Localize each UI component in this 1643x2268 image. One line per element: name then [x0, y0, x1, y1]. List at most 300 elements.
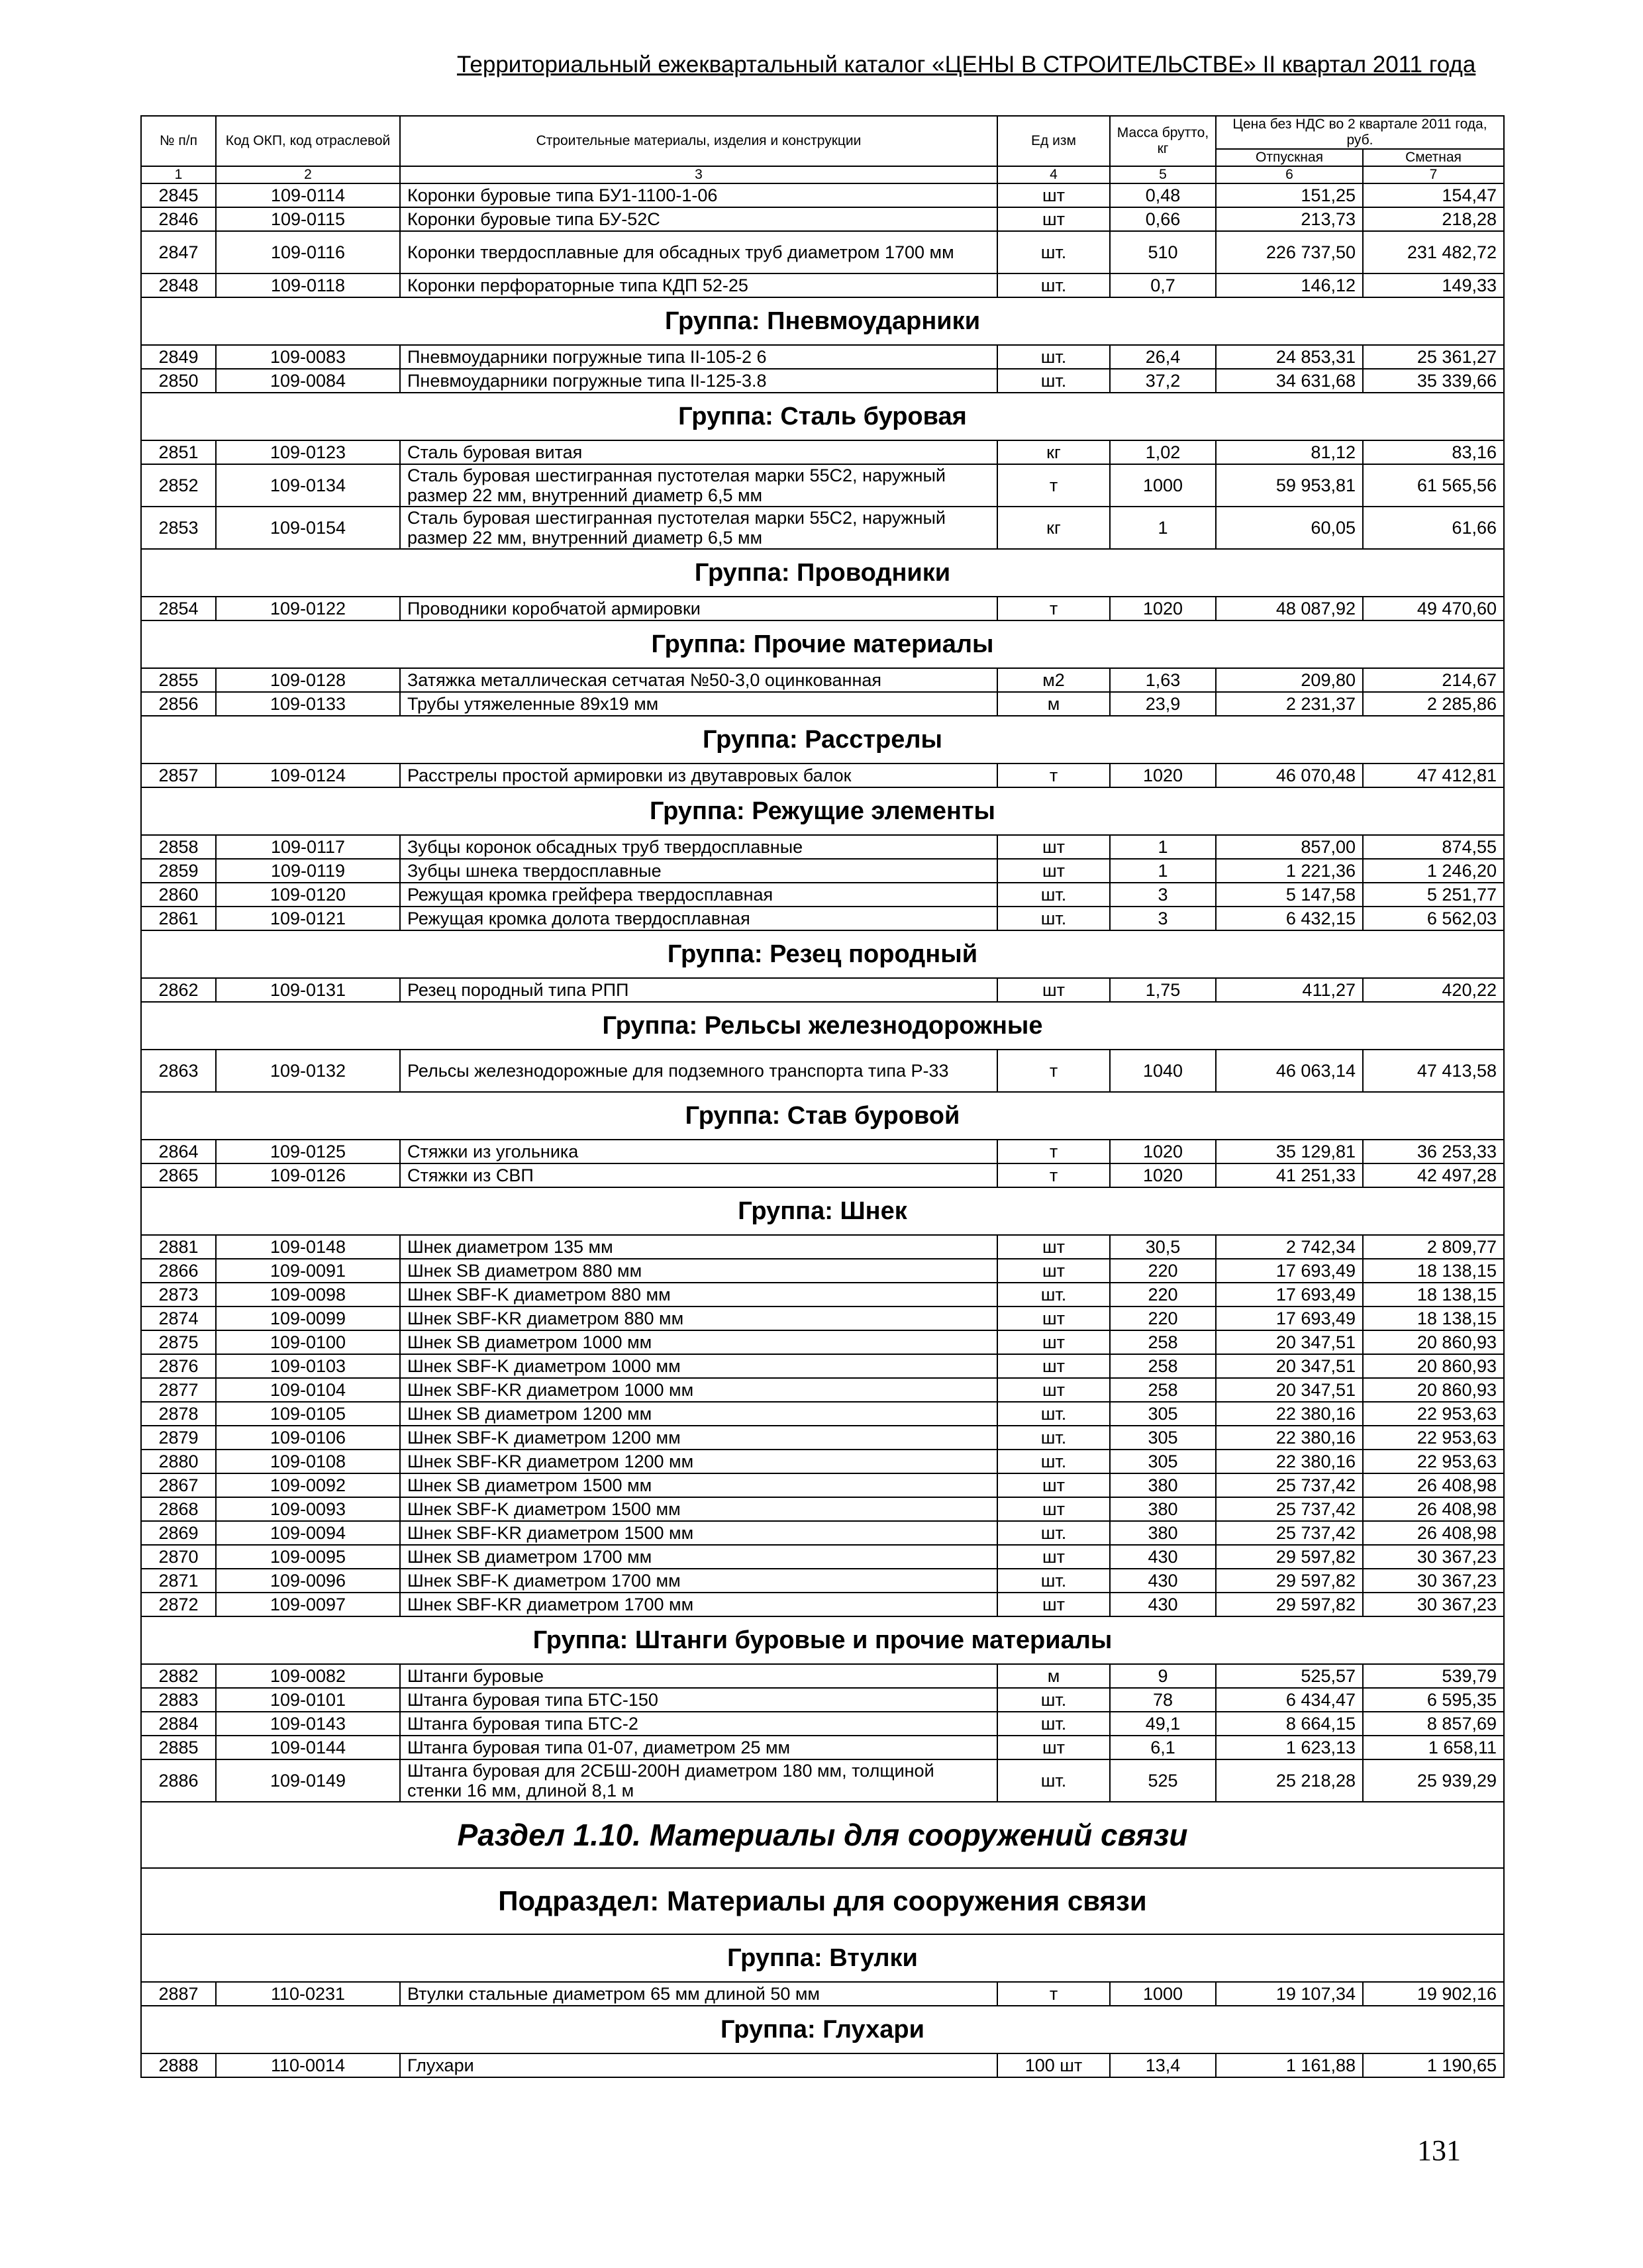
cell-mass: 525 [1110, 1759, 1216, 1802]
cell-name: Проводники коробчатой армировки [400, 597, 997, 620]
cell-price-estimate: 149,33 [1363, 273, 1504, 297]
cell-name: Режущая кромка грейфера твердосплавная [400, 883, 997, 907]
cell-name: Зубцы шнека твердосплавные [400, 859, 997, 883]
cell-price-estimate: 36 253,33 [1363, 1140, 1504, 1163]
cell-name: Шнек SB диаметром 1200 мм [400, 1402, 997, 1426]
cell-name: Стяжки из СВП [400, 1163, 997, 1187]
cell-mass: 1,02 [1110, 440, 1216, 464]
cell-price-estimate: 6 562,03 [1363, 907, 1504, 930]
cell-price-release: 1 623,13 [1216, 1736, 1363, 1759]
cell-unit: шт [997, 859, 1110, 883]
cell-unit: шт [997, 835, 1110, 859]
cell-price-estimate: 20 860,93 [1363, 1330, 1504, 1354]
cell-price-release: 34 631,68 [1216, 369, 1363, 393]
col-header-price-release: Отпускная [1216, 149, 1363, 166]
column-index: 4 [997, 166, 1110, 183]
cell-mass: 1 [1110, 507, 1216, 549]
cell-no: 2873 [141, 1283, 216, 1307]
table-row [141, 1759, 1504, 1802]
cell-mass: 30,5 [1110, 1235, 1216, 1259]
table-row [141, 907, 1504, 930]
cell-code: 109-0114 [216, 183, 400, 207]
cell-price-estimate: 218,28 [1363, 207, 1504, 231]
cell-price-release: 25 737,42 [1216, 1497, 1363, 1521]
group-title: Группа: Резец породный [141, 930, 1504, 978]
table-row [141, 1283, 1504, 1307]
cell-mass: 0,7 [1110, 273, 1216, 297]
cell-price-estimate: 30 367,23 [1363, 1545, 1504, 1569]
cell-no: 2868 [141, 1497, 216, 1521]
cell-no: 2853 [141, 507, 216, 549]
cell-name: Пневмоударники погружные типа II-125-3.8 [400, 369, 997, 393]
cell-code: 109-0125 [216, 1140, 400, 1163]
cell-price-estimate: 1 246,20 [1363, 859, 1504, 883]
table-row [141, 369, 1504, 393]
cell-name: Затяжка металлическая сетчатая №50-3,0 оцинкованная [400, 668, 997, 692]
table-row [141, 1378, 1504, 1402]
cell-name: Штанга буровая типа 01-07, диаметром 25 мм [400, 1736, 997, 1759]
cell-no: 2861 [141, 907, 216, 930]
cell-price-estimate: 231 482,72 [1363, 231, 1504, 273]
cell-mass: 6,1 [1110, 1736, 1216, 1759]
cell-name: Шнек SBF-KR диаметром 1000 мм [400, 1378, 997, 1402]
cell-unit: шт. [997, 907, 1110, 930]
cell-mass: 23,9 [1110, 692, 1216, 716]
cell-no: 2860 [141, 883, 216, 907]
table-row [141, 1450, 1504, 1473]
cell-unit: шт [997, 1593, 1110, 1616]
cell-mass: 1000 [1110, 464, 1216, 507]
table-row [141, 1235, 1504, 1259]
cell-unit: шт [997, 1545, 1110, 1569]
group-row [141, 930, 1504, 978]
cell-price-estimate: 47 413,58 [1363, 1050, 1504, 1092]
cell-price-estimate: 2 285,86 [1363, 692, 1504, 716]
group-title: Группа: Сталь буровая [141, 393, 1504, 440]
cell-name: Шнек SBF-KR диаметром 880 мм [400, 1307, 997, 1330]
cell-price-release: 17 693,49 [1216, 1259, 1363, 1283]
cell-name: Шнек SB диаметром 1500 мм [400, 1473, 997, 1497]
cell-unit: шт [997, 1378, 1110, 1402]
cell-no: 2851 [141, 440, 216, 464]
cell-price-release: 48 087,92 [1216, 597, 1363, 620]
cell-unit: шт [997, 1354, 1110, 1378]
cell-code: 110-0014 [216, 2053, 400, 2077]
cell-price-release: 20 347,51 [1216, 1378, 1363, 1402]
cell-no: 2872 [141, 1593, 216, 1616]
cell-no: 2855 [141, 668, 216, 692]
cell-price-release: 1 221,36 [1216, 859, 1363, 883]
cell-unit: т [997, 1140, 1110, 1163]
cell-code: 109-0094 [216, 1521, 400, 1545]
cell-name: Шнек SBF-KR диаметром 1500 мм [400, 1521, 997, 1545]
cell-name: Сталь буровая шестигранная пустотелая марки 55С2, наружный размер 22 мм, внутренний диаметр 6,5 мм [400, 464, 997, 507]
cell-unit: м2 [997, 668, 1110, 692]
cell-code: 109-0095 [216, 1545, 400, 1569]
cell-price-release: 6 432,15 [1216, 907, 1363, 930]
column-index: 3 [400, 166, 997, 183]
table-row [141, 464, 1504, 507]
table-row [141, 1569, 1504, 1593]
cell-unit: шт. [997, 1569, 1110, 1593]
table-row [141, 1545, 1504, 1569]
cell-name: Пневмоударники погружные типа II-105-2 6 [400, 345, 997, 369]
cell-code: 109-0106 [216, 1426, 400, 1450]
cell-code: 109-0134 [216, 464, 400, 507]
cell-mass: 258 [1110, 1330, 1216, 1354]
page-header: Территориальный ежеквартальный каталог «ЦЕНЫ В СТРОИТЕЛЬСТВЕ» II квартал 2011 года [457, 52, 1476, 77]
cell-unit: шт [997, 1307, 1110, 1330]
group-title: Группа: Пневмоударники [141, 297, 1504, 345]
cell-price-estimate: 61,66 [1363, 507, 1504, 549]
cell-mass: 1,75 [1110, 978, 1216, 1002]
cell-unit: т [997, 464, 1110, 507]
cell-name: Шнек SB диаметром 880 мм [400, 1259, 997, 1283]
cell-price-release: 22 380,16 [1216, 1402, 1363, 1426]
cell-no: 2863 [141, 1050, 216, 1092]
cell-mass: 380 [1110, 1521, 1216, 1545]
cell-unit: шт. [997, 883, 1110, 907]
cell-name: Шнек SBF-K диаметром 1500 мм [400, 1497, 997, 1521]
cell-code: 109-0083 [216, 345, 400, 369]
cell-code: 109-0108 [216, 1450, 400, 1473]
cell-mass: 1,63 [1110, 668, 1216, 692]
cell-mass: 9 [1110, 1664, 1216, 1688]
cell-price-release: 35 129,81 [1216, 1140, 1363, 1163]
cell-price-estimate: 47 412,81 [1363, 764, 1504, 787]
cell-code: 109-0103 [216, 1354, 400, 1378]
cell-no: 2856 [141, 692, 216, 716]
cell-no: 2857 [141, 764, 216, 787]
cell-no: 2885 [141, 1736, 216, 1759]
cell-no: 2862 [141, 978, 216, 1002]
cell-mass: 430 [1110, 1545, 1216, 1569]
cell-name: Штанга буровая типа БТС-2 [400, 1712, 997, 1736]
group-title: Группа: Режущие элементы [141, 787, 1504, 835]
cell-mass: 0,48 [1110, 183, 1216, 207]
cell-unit: шт. [997, 1450, 1110, 1473]
cell-name: Сталь буровая шестигранная пустотелая марки 55С2, наружный размер 22 мм, внутренний диаметр 6,5 мм [400, 507, 997, 549]
cell-mass: 430 [1110, 1569, 1216, 1593]
cell-unit: 100 шт [997, 2053, 1110, 2077]
col-header-no: № п/п [141, 116, 216, 166]
cell-mass: 1 [1110, 859, 1216, 883]
cell-mass: 305 [1110, 1402, 1216, 1426]
cell-price-release: 17 693,49 [1216, 1283, 1363, 1307]
cell-code: 109-0132 [216, 1050, 400, 1092]
cell-price-estimate: 25 361,27 [1363, 345, 1504, 369]
cell-code: 109-0096 [216, 1569, 400, 1593]
cell-price-estimate: 20 860,93 [1363, 1354, 1504, 1378]
cell-name: Зубцы коронок обсадных труб твердосплавные [400, 835, 997, 859]
table-row [141, 1259, 1504, 1283]
table-row [141, 668, 1504, 692]
section-title: Раздел 1.10. Материалы для сооружений связи [141, 1802, 1504, 1868]
table-row [141, 1140, 1504, 1163]
cell-code: 109-0101 [216, 1688, 400, 1712]
cell-mass: 380 [1110, 1497, 1216, 1521]
table-row [141, 1426, 1504, 1450]
cell-no: 2858 [141, 835, 216, 859]
cell-no: 2878 [141, 1402, 216, 1426]
subsection-row [141, 1868, 1504, 1934]
page-number: 131 [1417, 2134, 1461, 2167]
group-title: Группа: Глухари [141, 2006, 1504, 2053]
cell-unit: м [997, 692, 1110, 716]
cell-price-release: 29 597,82 [1216, 1545, 1363, 1569]
cell-name: Штанги буровые [400, 1664, 997, 1688]
table-row [141, 1402, 1504, 1426]
cell-no: 2888 [141, 2053, 216, 2077]
cell-code: 109-0093 [216, 1497, 400, 1521]
cell-price-estimate: 19 902,16 [1363, 1982, 1504, 2006]
cell-no: 2875 [141, 1330, 216, 1354]
group-row [141, 620, 1504, 668]
table-row [141, 835, 1504, 859]
cell-no: 2880 [141, 1450, 216, 1473]
cell-code: 109-0104 [216, 1378, 400, 1402]
cell-price-estimate: 83,16 [1363, 440, 1504, 464]
cell-price-estimate: 49 470,60 [1363, 597, 1504, 620]
cell-unit: т [997, 597, 1110, 620]
cell-price-release: 22 380,16 [1216, 1426, 1363, 1450]
table-row [141, 1593, 1504, 1616]
cell-code: 109-0133 [216, 692, 400, 716]
cell-mass: 49,1 [1110, 1712, 1216, 1736]
cell-code: 109-0082 [216, 1664, 400, 1688]
cell-unit: шт. [997, 345, 1110, 369]
cell-name: Режущая кромка долота твердосплавная [400, 907, 997, 930]
cell-price-estimate: 18 138,15 [1363, 1307, 1504, 1330]
cell-code: 110-0231 [216, 1982, 400, 2006]
cell-unit: т [997, 1982, 1110, 2006]
table-row [141, 273, 1504, 297]
cell-unit: шт. [997, 231, 1110, 273]
cell-price-release: 25 737,42 [1216, 1521, 1363, 1545]
cell-price-estimate: 2 809,77 [1363, 1235, 1504, 1259]
cell-code: 109-0154 [216, 507, 400, 549]
cell-mass: 3 [1110, 907, 1216, 930]
cell-unit: шт. [997, 1521, 1110, 1545]
cell-name: Коронки буровые типа БУ-52С [400, 207, 997, 231]
cell-unit: шт [997, 183, 1110, 207]
cell-price-release: 857,00 [1216, 835, 1363, 859]
cell-code: 109-0120 [216, 883, 400, 907]
cell-code: 109-0092 [216, 1473, 400, 1497]
cell-price-estimate: 26 408,98 [1363, 1497, 1504, 1521]
cell-price-release: 29 597,82 [1216, 1569, 1363, 1593]
table-row [141, 345, 1504, 369]
table-row [141, 978, 1504, 1002]
cell-unit: шт. [997, 1283, 1110, 1307]
cell-price-release: 209,80 [1216, 668, 1363, 692]
cell-price-release: 60,05 [1216, 507, 1363, 549]
cell-code: 109-0124 [216, 764, 400, 787]
cell-no: 2849 [141, 345, 216, 369]
cell-unit: шт. [997, 273, 1110, 297]
cell-unit: шт. [997, 1426, 1110, 1450]
col-header-name: Строительные материалы, изделия и конструкции [400, 116, 997, 166]
cell-price-estimate: 61 565,56 [1363, 464, 1504, 507]
cell-name: Шнек диаметром 135 мм [400, 1235, 997, 1259]
cell-price-estimate: 6 595,35 [1363, 1688, 1504, 1712]
cell-name: Шнек SBF-K диаметром 880 мм [400, 1283, 997, 1307]
cell-no: 2884 [141, 1712, 216, 1736]
cell-mass: 13,4 [1110, 2053, 1216, 2077]
cell-price-release: 25 737,42 [1216, 1473, 1363, 1497]
section-row [141, 1802, 1504, 1868]
column-index: 1 [141, 166, 216, 183]
cell-price-estimate: 874,55 [1363, 835, 1504, 859]
col-header-price: Цена без НДС во 2 квартале 2011 года, руб. [1216, 116, 1504, 149]
cell-price-estimate: 42 497,28 [1363, 1163, 1504, 1187]
cell-mass: 0,66 [1110, 207, 1216, 231]
cell-name: Втулки стальные диаметром 65 мм длиной 50 мм [400, 1982, 997, 2006]
cell-no: 2879 [141, 1426, 216, 1450]
table-row [141, 1050, 1504, 1092]
table-row [141, 507, 1504, 549]
cell-price-estimate: 22 953,63 [1363, 1426, 1504, 1450]
col-header-mass: Масса брутто, кг [1110, 116, 1216, 166]
cell-name: Расстрелы простой армировки из двутавровых балок [400, 764, 997, 787]
cell-mass: 3 [1110, 883, 1216, 907]
cell-no: 2865 [141, 1163, 216, 1187]
cell-no: 2850 [141, 369, 216, 393]
cell-price-release: 2 742,34 [1216, 1235, 1363, 1259]
cell-price-release: 59 953,81 [1216, 464, 1363, 507]
cell-mass: 26,4 [1110, 345, 1216, 369]
cell-no: 2876 [141, 1354, 216, 1378]
cell-no: 2887 [141, 1982, 216, 2006]
group-title: Группа: Штанги буровые и прочие материалы [141, 1616, 1504, 1664]
cell-code: 109-0122 [216, 597, 400, 620]
cell-no: 2883 [141, 1688, 216, 1712]
col-header-code: Код ОКП, код отраслевой [216, 116, 400, 166]
cell-code: 109-0123 [216, 440, 400, 464]
cell-no: 2870 [141, 1545, 216, 1569]
cell-no: 2845 [141, 183, 216, 207]
cell-price-estimate: 22 953,63 [1363, 1450, 1504, 1473]
cell-no: 2866 [141, 1259, 216, 1283]
cell-code: 109-0119 [216, 859, 400, 883]
table-row [141, 207, 1504, 231]
table-row [141, 1712, 1504, 1736]
column-index: 5 [1110, 166, 1216, 183]
cell-name: Шнек SBF-K диаметром 1200 мм [400, 1426, 997, 1450]
cell-price-estimate: 1 190,65 [1363, 2053, 1504, 2077]
cell-mass: 1000 [1110, 1982, 1216, 2006]
group-row [141, 716, 1504, 764]
group-title: Группа: Шнек [141, 1187, 1504, 1235]
table-row [141, 597, 1504, 620]
cell-name: Шнек SBF-K диаметром 1000 мм [400, 1354, 997, 1378]
cell-name: Глухари [400, 2053, 997, 2077]
cell-price-release: 24 853,31 [1216, 345, 1363, 369]
cell-name: Трубы утяжеленные 89х19 мм [400, 692, 997, 716]
cell-no: 2867 [141, 1473, 216, 1497]
cell-unit: шт. [997, 1712, 1110, 1736]
cell-price-release: 1 161,88 [1216, 2053, 1363, 2077]
cell-price-estimate: 20 860,93 [1363, 1378, 1504, 1402]
table-row [141, 231, 1504, 273]
cell-price-estimate: 8 857,69 [1363, 1712, 1504, 1736]
group-row [141, 1616, 1504, 1664]
cell-price-release: 20 347,51 [1216, 1330, 1363, 1354]
cell-price-release: 525,57 [1216, 1664, 1363, 1688]
cell-price-release: 17 693,49 [1216, 1307, 1363, 1330]
cell-mass: 220 [1110, 1307, 1216, 1330]
table-row [141, 859, 1504, 883]
table-row [141, 1736, 1504, 1759]
col-header-unit: Ед изм [997, 116, 1110, 166]
group-row [141, 1187, 1504, 1235]
cell-price-release: 226 737,50 [1216, 231, 1363, 273]
cell-name: Штанга буровая для 2СБШ-200Н диаметром 180 мм, толщиной стенки 16 мм, длиной 8,1 м [400, 1759, 997, 1802]
cell-mass: 258 [1110, 1378, 1216, 1402]
cell-mass: 1 [1110, 835, 1216, 859]
table-row [141, 764, 1504, 787]
cell-mass: 220 [1110, 1259, 1216, 1283]
cell-price-estimate: 30 367,23 [1363, 1593, 1504, 1616]
cell-price-estimate: 22 953,63 [1363, 1402, 1504, 1426]
cell-price-estimate: 26 408,98 [1363, 1473, 1504, 1497]
cell-unit: т [997, 764, 1110, 787]
cell-code: 109-0144 [216, 1736, 400, 1759]
table-row [141, 2053, 1504, 2077]
cell-no: 2886 [141, 1759, 216, 1802]
cell-price-release: 411,27 [1216, 978, 1363, 1002]
group-row [141, 787, 1504, 835]
group-title: Группа: Расстрелы [141, 716, 1504, 764]
cell-mass: 305 [1110, 1426, 1216, 1450]
cell-name: Штанга буровая типа БТС-150 [400, 1688, 997, 1712]
cell-code: 109-0131 [216, 978, 400, 1002]
table-row [141, 1163, 1504, 1187]
table-row [141, 183, 1504, 207]
cell-no: 2871 [141, 1569, 216, 1593]
cell-code: 109-0143 [216, 1712, 400, 1736]
cell-name: Резец породный типа РПП [400, 978, 997, 1002]
cell-unit: шт [997, 978, 1110, 1002]
cell-code: 109-0128 [216, 668, 400, 692]
table-row [141, 1664, 1504, 1688]
cell-unit: шт [997, 1473, 1110, 1497]
cell-name: Стяжки из угольника [400, 1140, 997, 1163]
column-index: 7 [1363, 166, 1504, 183]
cell-price-release: 20 347,51 [1216, 1354, 1363, 1378]
cell-price-estimate: 18 138,15 [1363, 1259, 1504, 1283]
cell-price-release: 5 147,58 [1216, 883, 1363, 907]
cell-code: 109-0099 [216, 1307, 400, 1330]
cell-unit: шт [997, 1736, 1110, 1759]
cell-mass: 430 [1110, 1593, 1216, 1616]
table-row [141, 1688, 1504, 1712]
column-index: 6 [1216, 166, 1363, 183]
cell-price-estimate: 5 251,77 [1363, 883, 1504, 907]
cell-mass: 1020 [1110, 597, 1216, 620]
cell-mass: 1040 [1110, 1050, 1216, 1092]
cell-code: 109-0116 [216, 231, 400, 273]
cell-unit: кг [997, 440, 1110, 464]
table-row [141, 1497, 1504, 1521]
cell-code: 109-0121 [216, 907, 400, 930]
cell-price-release: 151,25 [1216, 183, 1363, 207]
cell-mass: 1020 [1110, 764, 1216, 787]
cell-code: 109-0091 [216, 1259, 400, 1283]
group-title: Группа: Став буровой [141, 1092, 1504, 1140]
cell-mass: 380 [1110, 1473, 1216, 1497]
cell-unit: шт [997, 1259, 1110, 1283]
